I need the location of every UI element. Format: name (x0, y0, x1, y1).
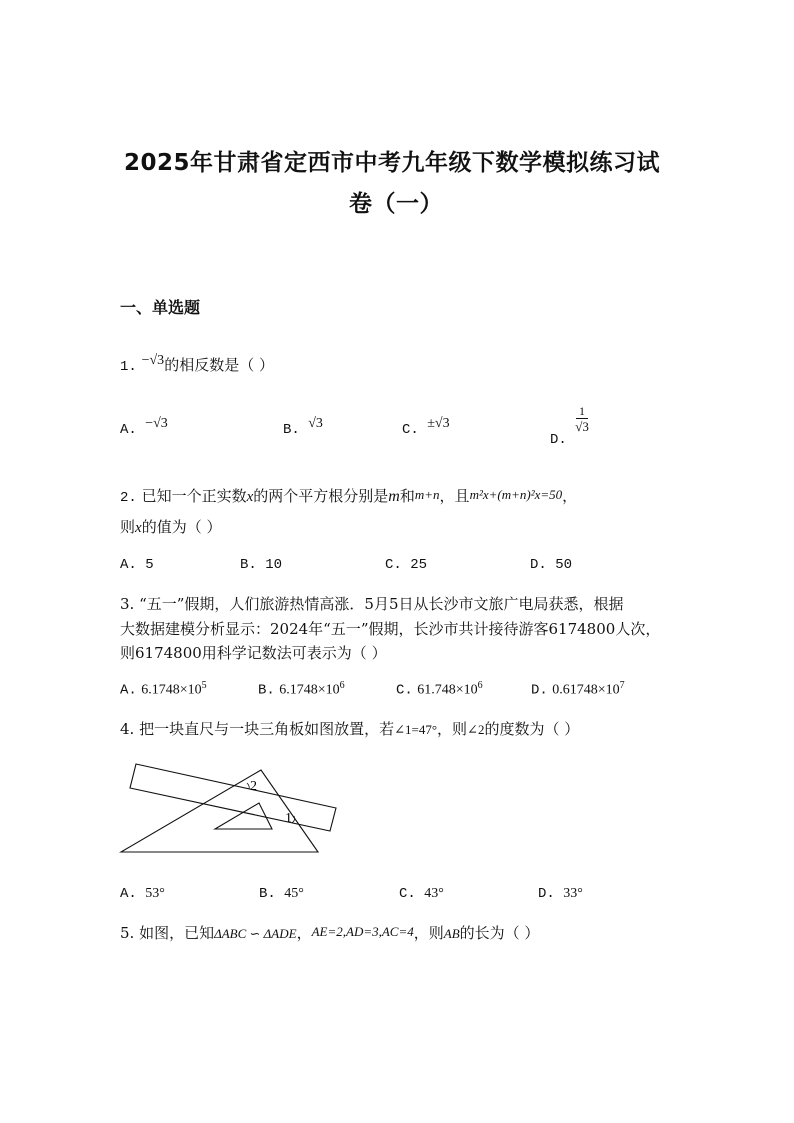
question-text: 的值为（ ） (141, 518, 222, 536)
option-label: D. (531, 682, 548, 699)
question-text: ，则 (413, 924, 444, 942)
q3-option-b (258, 680, 345, 699)
exponent: 6 (477, 680, 483, 691)
fraction (575, 405, 589, 434)
question-text: 的两个平方根分别是 (253, 487, 389, 505)
question-text: ，则 (437, 720, 468, 738)
triangle-inner (215, 803, 272, 829)
question-3-line2: 大数据建模分析显示：2024年“五一”假期，长沙市共计接待游客6174800人次， (120, 620, 661, 638)
section-heading: 一、单选题 (120, 298, 201, 317)
option-value: −√3 (145, 416, 168, 431)
question-text: ， (296, 924, 312, 942)
option-label: A. (120, 422, 137, 438)
q1-option-d (550, 404, 589, 449)
question-text: 的相反数是（ ） (164, 356, 274, 374)
question-number: 2. (120, 490, 137, 506)
option-label: C. (396, 682, 413, 699)
ruler (130, 764, 336, 831)
question-text: 已知一个正实数 (141, 487, 247, 505)
variable-x: x (246, 489, 254, 505)
denominator: √3 (575, 419, 589, 434)
q4-option-a (120, 886, 165, 902)
option-value: 25 (410, 557, 428, 573)
q2-option-d (530, 557, 572, 573)
question-3-line3: 则6174800用科学记数法可表示为（ ） (120, 644, 387, 662)
q4-option-d (538, 886, 583, 902)
q1-option-b (283, 416, 323, 438)
equation: m²x+(m+n)²x=50 (469, 487, 563, 502)
question-4 (120, 718, 579, 739)
question-text: 4. 把一块直尺与一块三角板如图放置，若 (120, 720, 395, 738)
option-value: 5 (145, 557, 154, 573)
question-text: ，且 (439, 487, 470, 505)
question-text: ， (562, 487, 578, 505)
option-value: 45° (284, 886, 304, 901)
angle-label-1: 1 (285, 811, 292, 826)
option-value: 6.1748×10 (141, 682, 202, 698)
question-text: 5. 如图，已知 (120, 924, 215, 942)
option-label: D. (550, 432, 567, 449)
q2-option-c (385, 557, 427, 573)
option-value: 50 (555, 557, 573, 573)
question-text: 则 (120, 518, 136, 536)
expression-m-plus-n: m+n (414, 487, 440, 502)
option-label: A. (120, 886, 137, 902)
question-text: 的度数为（ ） (484, 720, 580, 738)
angle-label-2: 2 (250, 779, 257, 794)
segment-ab: AB (443, 926, 460, 941)
exponent: 5 (201, 680, 207, 691)
option-label: A. (120, 557, 137, 573)
option-value: 43° (424, 886, 444, 901)
option-label: C. (402, 422, 419, 438)
option-value: 33° (563, 886, 583, 901)
option-label: D. (530, 557, 547, 573)
similarity-expression: ΔABC ∽ ΔADE (214, 926, 297, 941)
numerator: 1 (576, 405, 588, 419)
question-5 (120, 922, 539, 943)
variable-x: x (135, 520, 142, 536)
option-label: B. (240, 557, 257, 573)
q1-option-c (402, 416, 450, 438)
question-text: 的长为（ ） (459, 924, 540, 942)
option-label: C. (399, 886, 416, 902)
angle-expression: ∠2 (467, 722, 485, 737)
option-value: √3 (308, 416, 323, 431)
math-expression: −√3 (141, 353, 165, 368)
option-label: C. (385, 557, 402, 573)
given-values: AE=2,AD=3,AC=4 (311, 924, 414, 939)
q3-option-c (396, 680, 483, 699)
document-title-line1: 2025年甘肃省定西市中考九年级下数学模拟练习试 (124, 150, 661, 176)
option-label: B. (259, 886, 276, 902)
exponent: 7 (619, 680, 625, 691)
question-number: 1. (120, 359, 137, 375)
option-label: D. (538, 886, 555, 902)
question-text: 和 (399, 487, 415, 505)
question-2 (120, 485, 577, 506)
option-value: 0.61748×10 (552, 682, 620, 698)
option-label: A. (120, 682, 137, 699)
angle-expression: ∠1=47° (394, 722, 438, 737)
option-value: ±√3 (427, 416, 450, 431)
q3-option-d (531, 680, 625, 699)
document-title-line2: 卷（一） (349, 191, 443, 217)
exponent: 6 (339, 680, 345, 691)
q2-option-a (120, 557, 154, 573)
option-value: 61.748×10 (417, 682, 478, 698)
question-1 (120, 354, 274, 375)
ruler-triangle-figure (115, 758, 345, 858)
q3-option-a (120, 680, 207, 699)
q2-option-b (240, 557, 282, 573)
option-label: B. (258, 682, 275, 699)
q4-option-b (259, 886, 304, 902)
option-label: B. (283, 422, 300, 438)
question-3-line1: 3. “五一”假期，人们旅游热情高涨．5月5日从长沙市文旅广电局获悉，根据 (120, 595, 624, 613)
q1-option-a (120, 416, 168, 438)
option-value: 53° (145, 886, 165, 901)
option-value: 10 (265, 557, 283, 573)
question-2-line2 (120, 516, 221, 537)
variable-m: m (388, 488, 400, 505)
q4-option-c (399, 886, 444, 902)
option-value: 6.1748×10 (279, 682, 340, 698)
